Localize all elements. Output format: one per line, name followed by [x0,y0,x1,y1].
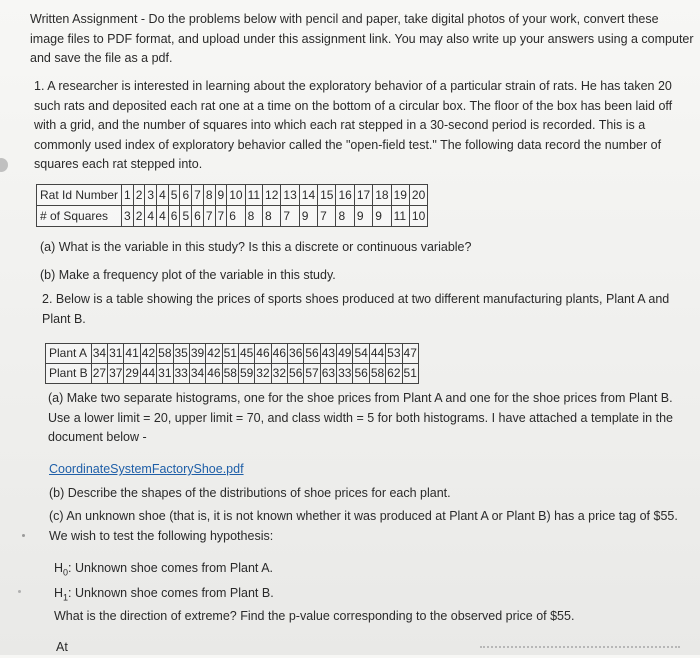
question-2b: (b) Describe the shapes of the distributions of shoe prices for each plant. [49,486,451,500]
table-cell: 4 [157,185,169,206]
attachment-link[interactable]: CoordinateSystemFactoryShoe.pdf [49,462,244,476]
table-cell: 31 [108,344,124,364]
table-cell: 56 [304,344,320,364]
table-cell: 6 [227,206,245,227]
table-cell: 58 [157,344,173,364]
table-row [37,206,428,227]
table-cell: 18 [373,185,391,206]
table-cell: 7 [192,185,204,206]
table-cell: 36 [288,344,304,364]
table-cell: 10 [227,185,245,206]
table-cell: 58 [222,364,238,384]
row-label: # of Squares [37,206,122,227]
table-cell: 44 [140,364,156,384]
table-cell: 5 [168,185,180,206]
page-speck [18,590,21,593]
table-cell: 11 [391,206,409,227]
table-cell: 4 [157,206,169,227]
table-cell: 4 [145,206,157,227]
table-cell: 56 [288,364,304,384]
table-cell: 14 [299,185,317,206]
hypothesis-subscript: 1 [63,592,69,603]
answer-start-text: At [56,640,68,654]
table-cell: 9 [299,206,317,227]
table-cell: 16 [336,185,354,206]
table-cell: 33 [337,364,353,384]
table-cell: 7 [318,206,336,227]
faded-text-edge [480,646,680,648]
table-cell: 8 [245,206,262,227]
table-row [46,344,419,364]
hypothesis-subscript: 0 [63,567,69,578]
table-cell: 47 [402,344,418,364]
table-cell: 43 [320,344,336,364]
hypothesis-text: : Unknown shoe comes from Plant B. [68,586,274,600]
row-label: Plant A [46,344,92,364]
table-cell: 17 [354,185,372,206]
table-cell: 46 [271,344,287,364]
table-cell: 9 [373,206,391,227]
null-hypothesis [54,559,273,583]
question-2a: (a) Make two separate histograms, one for the shoe prices from Plant A and one for the shoe prices from Plant B. Use a lower limit = 20, upper limit = 70, and class width = 5 for both histograms. I have attached a template in the document below - [48,391,673,444]
table-cell: 32 [271,364,287,384]
hypothesis-symbol: H [54,561,64,575]
table-cell: 7 [215,206,227,227]
table-cell: 56 [353,364,369,384]
table-cell: 46 [206,364,222,384]
table-cell: 54 [353,344,369,364]
table-cell: 7 [203,206,215,227]
table-cell: 53 [386,344,402,364]
table-cell: 59 [238,364,254,384]
table-cell: 6 [168,206,180,227]
table-cell: 58 [369,364,385,384]
table-cell: 2 [133,206,145,227]
table-cell: 3 [122,206,134,227]
table-cell: 8 [203,185,215,206]
table-cell: 8 [263,206,281,227]
table-cell: 44 [369,344,385,364]
page-margin-marker [0,158,8,172]
table-cell: 63 [320,364,336,384]
table-cell: 27 [91,364,107,384]
table-cell: 2 [133,185,145,206]
table-cell: 1 [122,185,134,206]
shoe-prices-table [45,343,419,384]
table-cell: 57 [304,364,320,384]
table-cell: 9 [215,185,227,206]
hypothesis-symbol: H [54,586,64,600]
question-2c: (c) An unknown shoe (that is, it is not known whether it was produced at Plant A or Plant B) has a price tag of $55. We wish to test the following hypothesis: [49,509,678,543]
rat-squares-table [36,184,428,227]
table-cell: 42 [140,344,156,364]
question-1b: (b) Make a frequency plot of the variable in this study. [40,268,336,282]
table-cell: 33 [173,364,189,384]
table-cell: 15 [318,185,336,206]
alternative-hypothesis [54,584,274,608]
table-cell: 6 [192,206,204,227]
table-cell: 49 [337,344,353,364]
table-cell: 19 [391,185,409,206]
assignment-instructions: Written Assignment - Do the problems below with pencil and paper, take digital photos of your work, convert these image files to PDF format, and upload under this assignment link. You may also write up your answers using a computer and save the file as a pdf. [30,12,694,65]
table-cell: 6 [180,185,192,206]
direction-question: What is the direction of extreme? Find the p-value corresponding to the observed price of $55. [54,609,575,623]
table-cell: 31 [157,364,173,384]
table-cell: 39 [189,344,205,364]
table-cell: 62 [386,364,402,384]
table-cell: 42 [206,344,222,364]
table-cell: 10 [409,206,427,227]
table-cell: 3 [145,185,157,206]
table-cell: 41 [124,344,140,364]
table-cell: 29 [124,364,140,384]
table-cell: 46 [255,344,271,364]
table-cell: 20 [409,185,427,206]
table-cell: 13 [281,185,299,206]
question-1-text: 1. A researcher is interested in learning about the exploratory behavior of a particular strain of rats. He has taken 20 such rats and deposited each rat one at a time on the bottom of a circular box. The floor of the box has been laid off with a grid, and the number of squares into which each rat stepped in a 30-second period is recorded. This is a commonly used index of exploratory behavior called the "open-field test." The following data record the number of squares each rat stepped into. [34,79,673,171]
table-cell: 35 [173,344,189,364]
table-cell: 51 [222,344,238,364]
page-speck [22,534,25,537]
question-2-text: 2. Below is a table showing the prices of sports shoes produced at two different manufacturing plants, Plant A and Plant B. [42,292,670,326]
table-cell: 7 [281,206,299,227]
table-cell: 34 [91,344,107,364]
table-cell: 37 [108,364,124,384]
table-row [37,185,428,206]
table-cell: 5 [180,206,192,227]
row-label: Plant B [46,364,92,384]
table-cell: 12 [263,185,281,206]
table-cell: 51 [402,364,418,384]
table-cell: 8 [336,206,354,227]
table-cell: 45 [238,344,254,364]
table-row [46,364,419,384]
table-cell: 32 [255,364,271,384]
table-cell: 9 [354,206,372,227]
table-cell: 11 [245,185,262,206]
table-cell: 34 [189,364,205,384]
row-label: Rat Id Number [37,185,122,206]
hypothesis-text: : Unknown shoe comes from Plant A. [68,561,274,575]
question-1a: (a) What is the variable in this study? Is this a discrete or continuous variable? [40,240,472,254]
